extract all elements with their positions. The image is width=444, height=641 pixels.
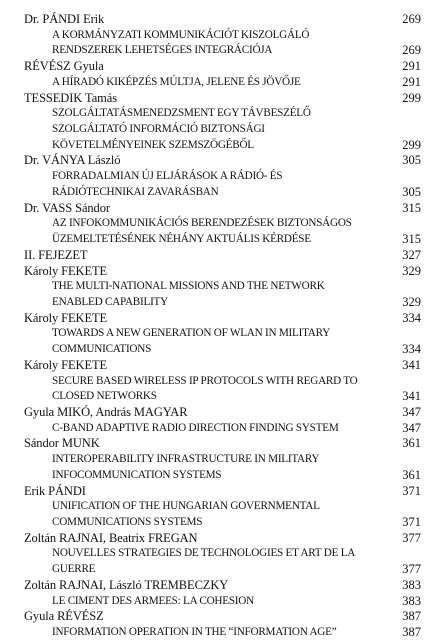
page-number: 299: [402, 90, 421, 105]
article-title: NOUVELLES STRATEGIES DE TECHNOLOGIES ET ART DE LA: [52, 547, 356, 560]
toc-title-line: [0, 184, 444, 200]
toc-title-line: [0, 373, 444, 389]
article-title: SZOLGÁLTATÁSMENEDZSMENT EGY TÁVBESZÉLŐ: [52, 107, 311, 120]
toc-author-line: [0, 90, 444, 106]
toc-title-line: [0, 514, 444, 530]
page-number: 383: [402, 577, 421, 592]
toc-title-line: [0, 498, 444, 514]
page-number: 383: [402, 593, 421, 608]
toc-title-line: [0, 545, 444, 561]
toc-title-line: [0, 561, 444, 577]
page-number: 315: [402, 232, 421, 247]
toc-author-line: [0, 483, 444, 499]
author-name: Sándor MUNK: [24, 436, 100, 451]
toc-title-line: [0, 593, 444, 609]
toc-title-line: [0, 121, 444, 137]
toc-title-line: [0, 451, 444, 467]
page-number: 371: [402, 483, 421, 498]
article-title: INTEROPERABILITY INFRASTRUCTURE IN MILITARY: [52, 453, 320, 466]
article-title: CLOSED NETWORKS: [52, 390, 157, 403]
article-title: SZOLGÁLTATÓ INFORMÁCIÓ BIZTONSÁGI: [52, 123, 265, 136]
author-name: Károly FEKETE: [24, 310, 108, 325]
toc-author-line: [0, 357, 444, 373]
article-title: KÖVETELMÉNYEINEK SZEMSZÖGÉBŐL: [52, 138, 254, 151]
article-title: GUERRE: [52, 563, 96, 576]
toc-title-line: [0, 215, 444, 231]
toc-title-line: [0, 42, 444, 58]
article-title: ÜZEMELTETÉSÉNEK NÉHÁNY AKTUÁLIS KÉRDÉSE: [52, 233, 311, 246]
toc-title-line: [0, 294, 444, 310]
page-number: 361: [402, 436, 421, 451]
article-title: RENDSZEREK LEHETSÉGES INTEGRÁCIÓJA: [52, 44, 273, 57]
page-number: 305: [402, 184, 421, 199]
author-name: Károly FEKETE: [24, 357, 108, 372]
article-title: COMMUNICATIONS: [52, 343, 152, 356]
author-name: RÉVÉSZ Gyula: [24, 59, 104, 74]
page-number: 327: [402, 247, 421, 262]
page-number: 315: [402, 200, 421, 215]
author-name: Erik PÁNDI: [24, 483, 86, 498]
toc-author-line: [0, 263, 444, 279]
page-number: 387: [402, 609, 421, 624]
toc-title-line: [0, 341, 444, 357]
author-name: Károly FEKETE: [24, 263, 108, 278]
toc-author-line: [0, 404, 444, 420]
page-number: 329: [402, 294, 421, 309]
page-number: 341: [402, 389, 421, 404]
toc-title-line: [0, 105, 444, 121]
article-title: INFOCOMMUNICATION SYSTEMS: [52, 468, 222, 481]
toc-title-line: [0, 137, 444, 153]
toc-title-line: [0, 74, 444, 90]
toc-title-line: [0, 325, 444, 341]
toc-title-line: [0, 231, 444, 247]
author-name: Dr. VASS Sándor: [24, 200, 110, 215]
article-title: FORRADALMIAN ÚJ ELJÁRÁSOK A RÁDIÓ- ÉS: [52, 170, 283, 183]
article-title: THE MULTI-NATIONAL MISSIONS AND THE NETWORK: [52, 280, 325, 293]
article-title: A KORMÁNYZATI KOMMUNIKÁCIÓT KISZOLGÁLÓ: [52, 28, 310, 41]
page-number: 291: [402, 74, 421, 89]
page-number: 371: [402, 515, 421, 530]
article-title: RÁDIÓTECHNIKAI ZAVARÁSBAN: [52, 185, 219, 198]
article-title: C-BAND ADAPTIVE RADIO DIRECTION FINDING SYSTEM: [52, 421, 339, 434]
toc-author-line: [0, 58, 444, 74]
page-number: 334: [402, 310, 421, 325]
page-number: 341: [402, 357, 421, 372]
toc-author-line: [0, 11, 444, 27]
author-name: Dr. PÁNDI Erik: [24, 12, 105, 26]
toc-title-line: [0, 467, 444, 483]
toc-author-line: [0, 577, 444, 593]
article-title: TOWARDS A NEW GENERATION OF WLAN IN MILITARY: [52, 327, 331, 340]
article-title: LE CIMENT DES ARMEES: LA COHESION: [52, 594, 254, 607]
page-number: 305: [402, 153, 421, 168]
toc-author-line: [0, 530, 444, 546]
author-name: Gyula MIKÓ, András MAGYAR: [24, 405, 188, 419]
page-number: 377: [402, 562, 421, 577]
article-title: UNIFICATION OF THE HUNGARIAN GOVERNMENTAL: [52, 500, 320, 513]
toc-title-line: [0, 27, 444, 43]
author-name: Gyula RÉVÉSZ: [24, 609, 104, 624]
author-name: TESSEDIK Tamás: [24, 90, 117, 105]
toc-author-line: [0, 310, 444, 326]
page-number: 291: [402, 59, 421, 74]
page-number: 347: [402, 405, 421, 419]
article-title: COMMUNICATIONS SYSTEMS: [52, 516, 203, 529]
toc-author-line: [0, 247, 444, 263]
page-number: 329: [402, 263, 421, 278]
toc-author-line: [0, 152, 444, 168]
article-title: INFORMATION OPERATION IN THE “INFORMATION AGE”: [52, 626, 337, 639]
page-number: 361: [402, 467, 421, 482]
toc-title-line: [0, 624, 444, 640]
article-title: ENABLED CAPABILITY: [52, 295, 168, 308]
toc-author-line: [0, 608, 444, 624]
toc-author-line: [0, 435, 444, 451]
author-name: II. FEJEZET: [24, 247, 88, 262]
toc-title-line: [0, 420, 444, 436]
article-title: SECURE BASED WIRELESS IP PROTOCOLS WITH REGARD TO: [52, 374, 358, 387]
author-name: Dr. VÁNYA László: [24, 153, 121, 168]
author-name: Zoltán RAJNAI, László TREMBECZKY: [24, 577, 229, 592]
article-title: A HÍRADÓ KIKÉPZÉS MÚLTJA, JELENE ÉS JÖVŐJE: [52, 75, 301, 88]
toc-title-line: [0, 388, 444, 404]
page-number: 269: [402, 43, 421, 58]
article-title: AZ INFOKOMMUNIKÁCIÓS BERENDEZÉSEK BIZTONSÁGOS: [52, 217, 352, 230]
page-number: 334: [402, 342, 421, 357]
page-number: 269: [402, 12, 421, 26]
toc-author-line: [0, 200, 444, 216]
toc-title-line: [0, 278, 444, 294]
page-number: 299: [402, 137, 421, 152]
author-name: Zoltán RAJNAI, Beatrix FREGAN: [24, 530, 198, 545]
page-number: 347: [402, 420, 421, 435]
toc-title-line: [0, 168, 444, 184]
page-number: 387: [402, 625, 421, 640]
page-number: 377: [402, 530, 421, 545]
